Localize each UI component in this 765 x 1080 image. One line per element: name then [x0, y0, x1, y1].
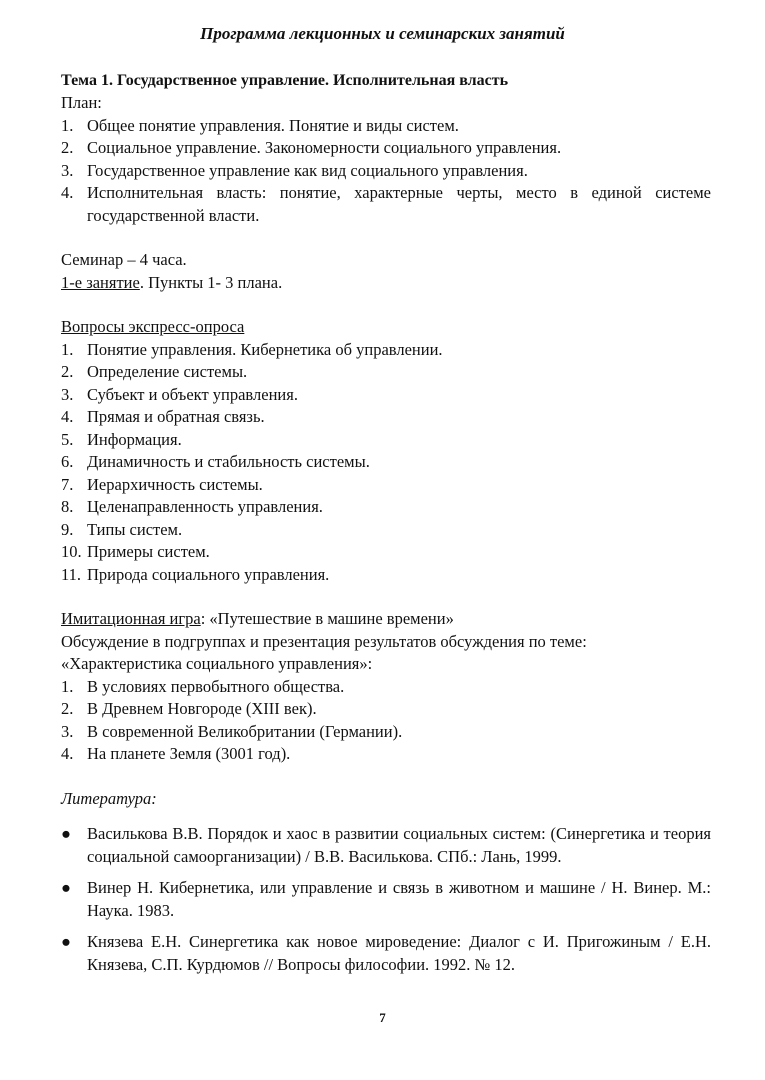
quiz-item-number: 4.	[61, 407, 74, 426]
bullet-icon: ●	[61, 932, 71, 951]
plan-item-text: Исполнительная власть: понятие, характерные черты, место в единой системе государственной власти.	[87, 183, 711, 225]
quiz-item-text: Типы систем.	[87, 519, 183, 539]
quiz-item-number: 1.	[61, 339, 74, 359]
quiz-item-text: Информация.	[87, 429, 182, 449]
literature-item	[61, 822, 711, 868]
game-item	[61, 743, 711, 766]
bullet-icon: ●	[61, 824, 71, 843]
literature-item	[61, 930, 711, 976]
quiz-item-text: Прямая и обратная связь.	[87, 407, 265, 426]
game-item-text: На планете Земля (3001 год).	[87, 744, 291, 763]
game-description: Обсуждение в подгруппах и презентация результатов обсуждения по теме:	[61, 631, 587, 651]
game-item-number: 2.	[61, 699, 74, 718]
game-item	[61, 676, 711, 699]
game-title-line	[61, 608, 711, 631]
quiz-item	[61, 474, 711, 497]
quiz-item	[61, 339, 711, 362]
session-label: 1-е занятие	[61, 272, 140, 292]
literature-text: Князева Е.Н. Синергетика как новое мироведение: Диалог с И. Пригожиным / Е.Н. Князева, С.П. Курдюмов // Вопросы философии. 1992. № 12.	[87, 932, 711, 974]
plan-item	[61, 115, 711, 138]
plan-item-text: Государственное управление как вид социального управления.	[87, 160, 528, 180]
quiz-item-number: 8.	[61, 497, 74, 516]
quiz-item-text: Целенаправленность управления.	[87, 497, 323, 516]
page-content	[61, 70, 711, 984]
quiz-item-number: 7.	[61, 474, 74, 494]
page-heading: Программа лекционных и семинарских занятий	[200, 24, 565, 43]
quiz-item	[61, 384, 711, 407]
game-item-text: В Древнем Новгороде (XIII век).	[87, 699, 317, 718]
quiz-item-number: 5.	[61, 429, 74, 449]
game-item-number: 4.	[61, 744, 74, 763]
topic-title: Тема 1. Государственное управление. Исполнительная власть	[61, 72, 509, 89]
plan-list	[61, 115, 711, 228]
quiz-item-number: 3.	[61, 384, 74, 404]
quiz-item-text: Субъект и объект управления.	[87, 384, 298, 404]
literature-list	[61, 822, 711, 976]
plan-item-number: 1.	[61, 115, 74, 135]
game-label: Имитационная игра	[61, 609, 201, 628]
seminar-hours: Семинар – 4 часа.	[61, 250, 187, 269]
page-number: 7	[379, 1010, 386, 1025]
plan-label: План:	[61, 93, 102, 112]
plan-item-number: 4.	[61, 183, 74, 202]
quiz-item-text: Иерархичность системы.	[87, 474, 263, 494]
session-line	[61, 272, 711, 295]
plan-item	[61, 182, 711, 227]
session-text: . Пункты 1- 3 плана.	[139, 272, 283, 292]
game-item	[61, 721, 711, 744]
game-item	[61, 698, 711, 721]
game-topic: «Характеристика социального управления»:	[61, 654, 373, 673]
game-item-number: 1.	[61, 676, 74, 696]
plan-item-number: 3.	[61, 160, 74, 180]
quiz-item	[61, 361, 711, 384]
quiz-item	[61, 541, 711, 564]
quiz-item-number: 9.	[61, 519, 74, 539]
literature-item	[61, 876, 711, 922]
quiz-item	[61, 429, 711, 452]
quiz-item-number: 10.	[61, 542, 82, 561]
quiz-item	[61, 406, 711, 429]
quiz-item-text: Определение системы.	[87, 362, 248, 381]
quiz-item	[61, 451, 711, 474]
quiz-item-number: 11.	[61, 564, 82, 584]
quiz-item	[61, 496, 711, 519]
plan-item	[61, 160, 711, 183]
quiz-item	[61, 564, 711, 587]
game-item-number: 3.	[61, 721, 74, 741]
express-quiz-list	[61, 339, 711, 587]
game-title: : «Путешествие в машине времени»	[200, 609, 454, 628]
quiz-item	[61, 519, 711, 542]
quiz-item-text: Динамичность и стабильность системы.	[87, 452, 370, 471]
bullet-icon: ●	[61, 878, 71, 897]
quiz-item-number: 6.	[61, 452, 74, 471]
plan-item-number: 2.	[61, 138, 74, 157]
express-quiz-title: Вопросы экспресс-опроса	[61, 317, 245, 336]
quiz-item-number: 2.	[61, 362, 74, 381]
quiz-item-text: Природа социального управления.	[87, 564, 330, 584]
plan-item	[61, 137, 711, 160]
literature-text: Винер Н. Кибернетика, или управление и связь в животном и машине / Н. Винер. М.: Наука. 1983.	[87, 878, 711, 920]
literature-text: Василькова В.В. Порядок и хаос в развитии социальных систем: (Синергетика и теория социальной самоорганизации) / В.В. Василькова. СПб.: Лань, 1999.	[87, 824, 711, 866]
plan-item-text: Социальное управление. Закономерности социального управления.	[87, 138, 562, 157]
literature-label: Литература:	[61, 788, 157, 808]
quiz-item-text: Понятие управления. Кибернетика об управлении.	[87, 339, 443, 359]
game-item-text: В условиях первобытного общества.	[87, 676, 345, 696]
game-item-text: В современной Великобритании (Германии).	[87, 721, 403, 741]
game-list	[61, 676, 711, 766]
quiz-item-text: Примеры систем.	[87, 542, 210, 561]
plan-item-text: Общее понятие управления. Понятие и виды систем.	[87, 115, 459, 135]
